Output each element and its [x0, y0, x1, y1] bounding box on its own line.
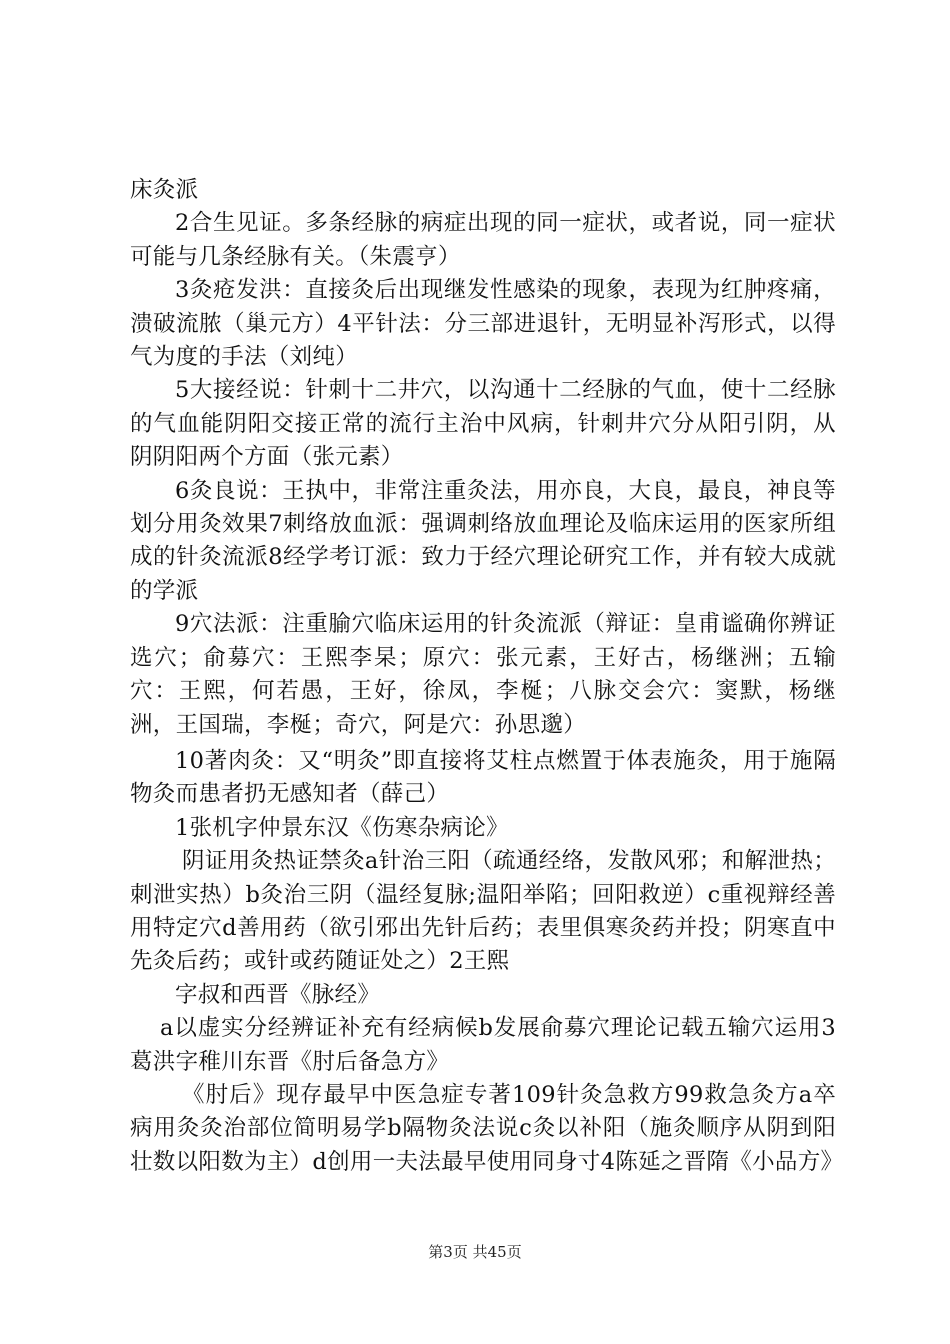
- paragraph-8: 1张机字仲景东汉《伤寒杂病论》: [175, 814, 509, 841]
- paragraph-10: 字叔和西晋《脉经》: [175, 981, 381, 1008]
- document-body: [130, 174, 844, 1179]
- paragraph-4: 5大接经说：针刺十二井穴，以沟通十二经脉的气血，使十二经脉的气血能阴阳交接正常的流行主治中风病，针刺井穴分从阳引阴，从阴阴阳两个方面（张元素）: [130, 377, 836, 471]
- paragraph-11: a以虚实分经辨证补充有经病候b发展俞募穴理论记载五输穴运用3葛洪字稚川东晋《肘后备急方》: [130, 1015, 836, 1075]
- paragraph-1: 床灸派: [130, 177, 199, 203]
- paragraph-5: 6灸良说：王执中，非常注重灸法，用亦良，大良，最良，神良等划分用灸效果7刺络放血派：强调刺络放血理论及临床运用的医家所组成的针灸流派8经学考订派：致力于经穴理论研究工作，并有较大成就的学派: [130, 477, 836, 604]
- paragraph-12: 《肘后》现存最早中医急症专著109针灸急救方99救急灸方a卒病用灸灸治部位简明易学b隔物灸法说c灸以补阳（施灸顺序从阴到阳壮数以阳数为主）d创用一夫法最早使用同身寸4陈延之晋隋《小品方》: [130, 1081, 844, 1175]
- paragraph-7: 10著肉灸：又“明灸”即直接将艾柱点燃置于体表施灸，用于施隔物灸而患者扔无感知者（薛己）: [130, 747, 836, 808]
- paragraph-9: 阴证用灸热证禁灸a针治三阳（疏通经络，发散风邪；和解泄热；刺泄实热）b灸治三阴（温经复脉;温阳举陷；回阳救逆）c重视辩经善用特定穴d善用药（欲引邪出先针后药；表里俱寒灸药并投；阴寒直中先灸后药；或针或药随证处之）2王熙: [130, 848, 836, 975]
- page-number: 第3页 共45页: [428, 1243, 522, 1261]
- paragraph-6: 9穴法派：注重腧穴临床运用的针灸流派（辩证：皇甫谧确你辨证选穴；俞募穴：王熙李杲；原穴：张元素，王好古，杨继洲；五输穴：王熙，何若愚，王好，徐凤，李梴；八脉交会穴：窦默，杨继洲，王国瑞，李梴；奇穴，阿是穴：孙思邈）: [130, 611, 836, 738]
- paragraph-2: 2合生见证。多条经脉的病症出现的同一症状，或者说，同一症状可能与几条经脉有关。（朱震亨）: [130, 210, 836, 270]
- paragraph-3: 3灸疮发洪：直接灸后出现继发性感染的现象，表现为红肿疼痛，溃破流脓（巢元方）4平针法：分三部进退针，无明显补泻形式，以得气为度的手法（刘纯）: [130, 277, 836, 371]
